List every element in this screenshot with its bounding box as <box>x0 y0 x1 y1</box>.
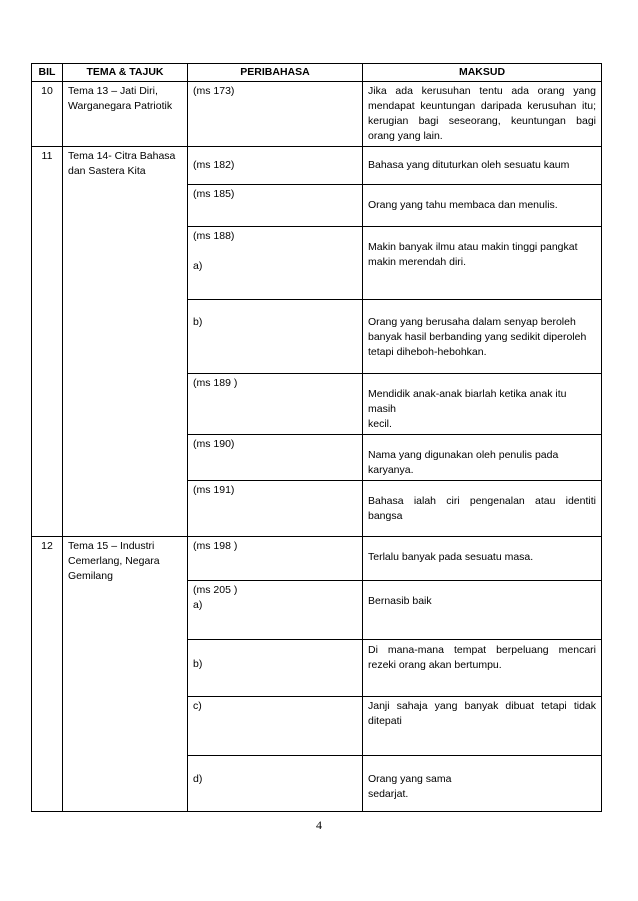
peribahasa-cell <box>188 481 363 537</box>
maksud-line: Mendidik anak-anak biarlah ketika anak itu masih <box>368 388 567 415</box>
maksud-cell <box>363 581 602 640</box>
maksud-line: tetapi diheboh-hebohkan. <box>368 346 487 358</box>
maksud-text: Janji sahaja yang banyak dibuat tetapi tidak ditepati <box>368 700 596 727</box>
table-row <box>32 537 602 581</box>
page-number: 4 <box>316 818 322 832</box>
maksud-line: banyak hasil berbanding yang sedikit diperoleh <box>368 331 587 343</box>
tema-cell <box>63 537 188 812</box>
ms-ref: (ms 188) <box>193 230 235 242</box>
maksud-line: sedarjat. <box>368 788 409 800</box>
maksud-cell <box>363 374 602 435</box>
peribahasa-table <box>31 63 602 812</box>
tema-line: Cemerlang, Negara <box>68 555 160 567</box>
maksud-cell <box>363 481 602 537</box>
ms-ref: (ms 182) <box>193 159 235 171</box>
maksud-line: Orang yang sama <box>368 773 452 785</box>
tema-cell <box>63 147 188 537</box>
maksud-cell <box>363 300 602 374</box>
tema-line: Warganegara Patriotik <box>68 100 173 112</box>
peribahasa-cell <box>188 537 363 581</box>
sub-label: c) <box>193 700 202 712</box>
maksud-text: Di mana-mana tempat berpeluang mencari rezeki orang akan bertumpu. <box>368 644 596 671</box>
peribahasa-cell <box>188 300 363 374</box>
sub-label: b) <box>193 316 203 328</box>
table-row <box>32 147 602 185</box>
maksud-text: Bernasib baik <box>368 595 432 607</box>
bil-cell: 11 <box>32 147 63 537</box>
tema-line: Tema 14- Citra Bahasa <box>68 150 176 162</box>
maksud-text: Jika ada kerusuhan tentu ada orang yang mendapat keuntungan daripada kerusuhan itu; kerugian bagi seseorang, keuntungan bagi orang yang lain. <box>368 85 596 142</box>
maksud-cell <box>363 147 602 185</box>
peribahasa-cell <box>188 756 363 812</box>
tema-cell <box>63 82 188 147</box>
maksud-text: Nama yang digunakan oleh penulis pada karyanya. <box>368 449 559 476</box>
bil-cell: 10 <box>32 82 63 147</box>
maksud-text: Orang yang tahu membaca dan menulis. <box>368 199 558 211</box>
table-row <box>32 82 602 147</box>
maksud-text: Bahasa yang dituturkan oleh sesuatu kaum <box>368 159 570 171</box>
header-maksud: MAKSUD <box>363 64 602 82</box>
maksud-line: Orang yang berusaha dalam senyap beroleh <box>368 316 576 328</box>
maksud-cell <box>363 537 602 581</box>
maksud-cell <box>363 697 602 756</box>
peribahasa-cell <box>188 147 363 185</box>
peribahasa-cell <box>188 227 363 300</box>
maksud-cell <box>363 185 602 227</box>
maksud-cell <box>363 435 602 481</box>
tema-line: Tema 15 – Industri <box>68 540 155 552</box>
maksud-text: Bahasa ialah ciri pengenalan atau identiti bangsa <box>368 495 596 522</box>
maksud-line: kecil. <box>368 418 392 430</box>
maksud-cell <box>363 640 602 697</box>
maksud-cell <box>363 82 602 147</box>
sub-label: b) <box>193 658 203 670</box>
maksud-cell <box>363 756 602 812</box>
peribahasa-cell <box>188 374 363 435</box>
peribahasa-cell <box>188 581 363 640</box>
ms-ref: (ms 189 ) <box>193 377 238 389</box>
peribahasa-cell <box>188 82 363 147</box>
maksud-line: makin merendah diri. <box>368 256 467 268</box>
maksud-cell <box>363 227 602 300</box>
ms-ref: (ms 191) <box>193 484 235 496</box>
header-tema: TEMA & TAJUK <box>63 64 188 82</box>
ms-ref: (ms 190) <box>193 438 235 450</box>
peribahasa-cell <box>188 185 363 227</box>
bil-cell: 12 <box>32 537 63 812</box>
header-peribahasa: PERIBAHASA <box>188 64 363 82</box>
ms-ref: (ms 173) <box>193 85 235 97</box>
ms-ref: (ms 205 ) <box>193 584 238 596</box>
sub-label: a) <box>193 260 203 272</box>
sub-label: d) <box>193 773 203 785</box>
tema-line: dan Sastera Kita <box>68 165 146 177</box>
sub-label: a) <box>193 599 203 611</box>
peribahasa-cell <box>188 640 363 697</box>
tema-line: Gemilang <box>68 570 113 582</box>
maksud-text: Terlalu banyak pada sesuatu masa. <box>368 551 534 563</box>
maksud-line: Makin banyak ilmu atau makin tinggi pangkat <box>368 241 578 253</box>
peribahasa-cell <box>188 697 363 756</box>
tema-line: Tema 13 – Jati Diri, <box>68 85 158 97</box>
header-row <box>32 64 602 82</box>
ms-ref: (ms 185) <box>193 188 235 200</box>
peribahasa-cell <box>188 435 363 481</box>
ms-ref: (ms 198 ) <box>193 540 238 552</box>
header-bil: BIL <box>32 64 63 82</box>
